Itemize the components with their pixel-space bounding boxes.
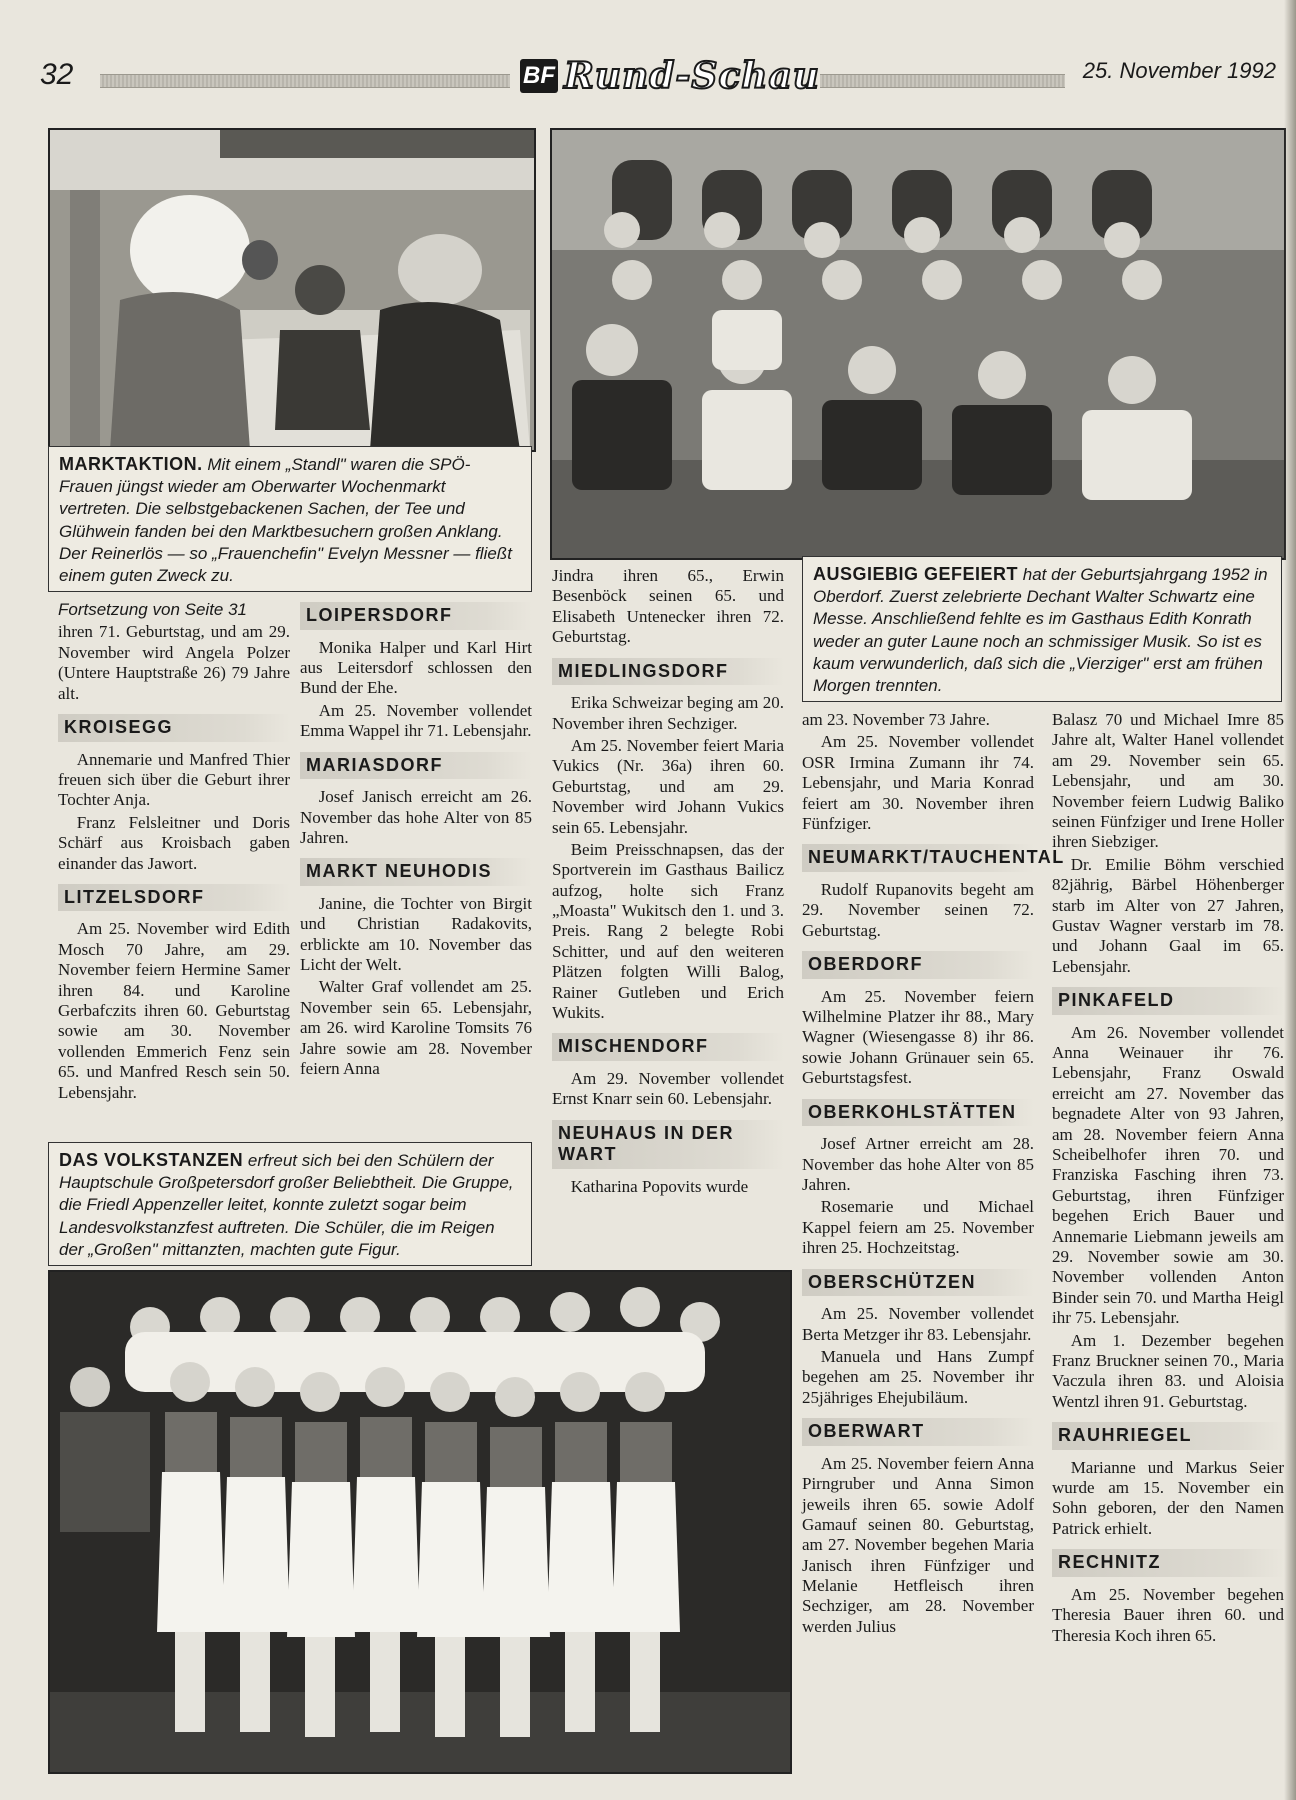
paragraph: Am 25. November vollendet OSR Irmina Zumann ihr 74. Lebensjahr, und Maria Konrad feiert am 30. November ihren Fünfziger. [802,732,1034,833]
paragraph: Am 25. November wird Edith Mosch 70 Jahre, am 29. November feiern Hermine Samer ihren 84. und Karoline Gerbafczits ihren 60. Geburtstag sowie am 30. November vollenden Emmerich Fenz sein 65. und Manfred Resch sein 50. Lebensjahr. [58,919,290,1102]
caption-text: Mit einem „Standl" waren die SPÖ-Frauen jüngst wieder am Oberwarter Wochenmarkt vertreten. Die selbstgebackenen Sachen, der Tee und Glühwein fanden bei den Marktbesuchern großen Anklang. Der Reinerlös — so „Frauenchefin" Evelyn Messner — fließt einem guten Zweck zu. [59,455,512,585]
paragraph: Manuela und Hans Zumpf begehen am 25. November ihr 25jähriges Ehejubiläum. [802,1346,1034,1407]
paragraph: Am 25. November feiert Maria Vukics (Nr. 36a) ihren 60. Geburtstag, und am 29. November wird Johann Vukics sein 65. Lebensjahr. [552,735,784,837]
paragraph: am 23. November 73 Jahre. [802,710,990,729]
paragraph: Dr. Emilie Böhm verschied 82jährig, Bärbel Höhenberger starb im Alter von 27 Jahren, Gustav Wagner verstarb im 78. und Johann Gaal im 65. Lebensjahr. [1052,854,1284,976]
caption-ausgiebig-gefeiert [802,556,1282,702]
caption-lead: MARKTAKTION. [59,454,203,474]
section-heading-rechnitz: RECHNITZ [1052,1549,1284,1577]
page-number: 32 [40,58,74,91]
header-rule-left [100,74,510,88]
caption-text: hat der Geburtsjahrgang 1952 in Oberdorf. Zuerst zelebrierte Dechant Walter Schwartz eine Messe. Anschließend fehlte es im Gasthaus Edith Konrath weder an guter Laune noch an schmissiger Musik. So ist es kaum verwunderlich, daß sich die „Vierziger" erst am frühen Morgen trennten. [813,565,1268,695]
photo-market [48,128,536,452]
logo-badge: BF [520,59,558,93]
section-heading-oberdorf: OBERDORF [802,951,1034,979]
section-heading-rauhriegel: RAUHRIEGEL [1052,1422,1284,1450]
header-rule-right [820,74,1065,88]
caption-marktaktion [48,446,532,592]
caption-text: erfreut sich bei den Schülern der Hauptschule Großpetersdorf großer Beliebtheit. Die Gruppe, die Friedl Appenzeller leitet, konnte zuletzt sogar beim Landesvolkstanzfest auftreten. Die Schüler, die im Reigen der „Großen" mittanzten, machten gute Figur. [59,1151,514,1259]
paragraph: Annemarie und Manfred Thier freuen sich über die Geburt ihrer Tochter Anja. [58,749,290,810]
section-heading-kroisegg: KROISEGG [58,714,290,742]
column-1 [58,600,290,1105]
paragraph: Jindra ihren 65., Erwin Besenböck seinen 65. und Elisabeth Untenecker ihren 72. Geburtstag. [552,566,784,647]
column-4 [802,710,1065,1639]
section-heading-markt-neuhodis: MARKT NEUHODIS [300,858,532,886]
column-3 [552,566,784,1199]
page-edge-shadow [1284,0,1296,1800]
paragraph: Katharina Popovits wurde [570,1176,749,1196]
paragraph: Am 25. November vollendet Emma Wappel ihr 71. Lebensjahr. [300,700,532,741]
paragraph: Am 25. November feiern Wilhelmine Platzer ihr 88., Mary Wagner (Wiesengasse 8) ihr 86. sowie Johann Grünauer sein 65. Geburtstagsfest. [802,986,1034,1088]
paragraph: Josef Janisch erreicht am 26. November das hohe Alter von 85 Jahren. [300,787,532,847]
paragraph: Am 25. November feiern Anna Pirngruber und Anna Simon jeweils ihren 65. sowie Adolf Gamauf seinen 80. Geburtstag, am 27. November begehen Maria Janisch ihren Fünfziger und Melanie Hetfleisch ihren Sechziger, am 28. November werden Julius [802,1453,1034,1636]
paragraph: Janine, die Tochter von Birgit und Christian Radakovits, erblickte am 10. November das Licht der Welt. [300,893,532,975]
section-heading-miedlingsdorf: MIEDLINGSDORF [552,658,784,686]
paragraph: Am 25. November vollendet Berta Metzger ihr 83. Lebensjahr. [802,1304,1034,1344]
paragraph: Am 25. November begehen Theresia Bauer ihren 60. und Theresia Koch ihren 65. [1052,1584,1284,1645]
paragraph: Franz Felsleitner und Doris Schärf aus Kroisbach gaben einander das Jawort. [58,812,290,873]
paragraph: Balasz 70 und Michael Imre 85 Jahre alt, Walter Hanel vollendet am 29. November sein 65. Lebensjahr, und am 30. November feiern Ludwig Baliko seinen Fünfziger und Irene Holler ihren Siebziger. [1052,710,1284,852]
paragraph: Rosemarie und Michael Kappel feiern am 25. November ihren 25. Hochzeitstag. [802,1197,1034,1258]
section-heading-neuhaus: NEUHAUS IN DER WART [552,1120,784,1169]
paragraph: Rudolf Rupanovits begeht am 29. November seinen 72. Geburtstag. [802,879,1034,940]
paragraph: Erika Schweizar beging am 20. November ihren Sechziger. [552,693,784,733]
section-heading-litzelsdorf: LITZELSDORF [58,884,290,912]
column-5 [1052,710,1284,1648]
logo-text: Rund-Schau [564,55,820,97]
section-heading-pinkafeld: PINKAFELD [1052,987,1284,1015]
photo-group [550,128,1286,560]
paragraph: Am 26. November vollendet Anna Weinauer ihr 76. Lebensjahr, Franz Oswald erreicht am 27. November das begnadete Alter von 93 Jahren, am 28. November feiern Anna Scheibelhofer ihren 70. und Franziska Fasching ihren 73. Geburtstag, ihren Fünfziger begehen Erich Bauer und Annemarie Liebmann jeweils am 29. November sowie am 30. November vollenden Anton Binder sein 70. und Martha Heigl ihr 75. Lebensjahr. [1052,1022,1284,1328]
paragraph: Am 1. Dezember begehen Franz Bruckner seinen 70., Maria Vaczula ihren 83. und Aloisia Wentzl ihren 91. Geburtstag. [1052,1330,1284,1411]
section-heading-oberwart: OBERWART [802,1418,1034,1446]
issue-date: 25. November 1992 [1082,58,1276,83]
section-heading-mischendorf: MISCHENDORF [552,1033,784,1061]
paragraph: Am 29. November vollendet Ernst Knarr sein 60. Lebensjahr. [552,1069,784,1109]
section-heading-oberschuetzen: OBERSCHÜTZEN [802,1269,1034,1297]
photo-folk-dancers [48,1270,792,1774]
paragraph: ihren 71. Geburtstag, und am 29. November wird Angela Polzer (Untere Hauptstraße 26) 79 Jahre alt. [58,622,290,703]
column-2 [300,598,532,1081]
masthead-logo [520,55,820,97]
section-heading-mariasdorf: MARIASDORF [300,752,532,780]
continuation-note: Fortsetzung von Seite 31 [58,600,248,619]
paragraph: Josef Artner erreicht am 28. November das hohe Alter von 85 Jahren. [802,1134,1034,1195]
section-heading-loipersdorf: LOIPERSDORF [300,602,532,630]
caption-lead: DAS VOLKSTANZEN [59,1150,244,1170]
section-heading-neumarkt: NEUMARKT/TAUCHENTAL [802,844,1034,872]
paragraph: Walter Graf vollendet am 25. November sein 65. Lebensjahr, am 26. wird Karoline Tomsits 76 Jahre sowie am 28. November feiern Anna [300,977,532,1079]
paragraph: Beim Preisschnapsen, das der Sportverein im Gasthaus Bailicz aufzog, holte sich Franz „Moasta" Wukitsch den 1. und 3. Preis. Rang 2 belegte Robi Schitter, und auf den weiteren Plätzen folgten Willi Balog, Rainer Gutleben und Erich Wukits. [552,839,784,1023]
caption-volkstanzen [48,1142,532,1266]
section-heading-oberkohlstaetten: OBERKOHLSTÄTTEN [802,1099,1034,1127]
caption-lead: AUSGIEBIG GEFEIERT [813,564,1019,584]
paragraph: Monika Halper und Karl Hirt aus Leitersdorf schlossen den Bund der Ehe. [300,637,532,698]
paragraph: Marianne und Markus Seier wurde am 15. November ein Sohn geboren, der den Namen Patrick erhielt. [1052,1457,1284,1538]
